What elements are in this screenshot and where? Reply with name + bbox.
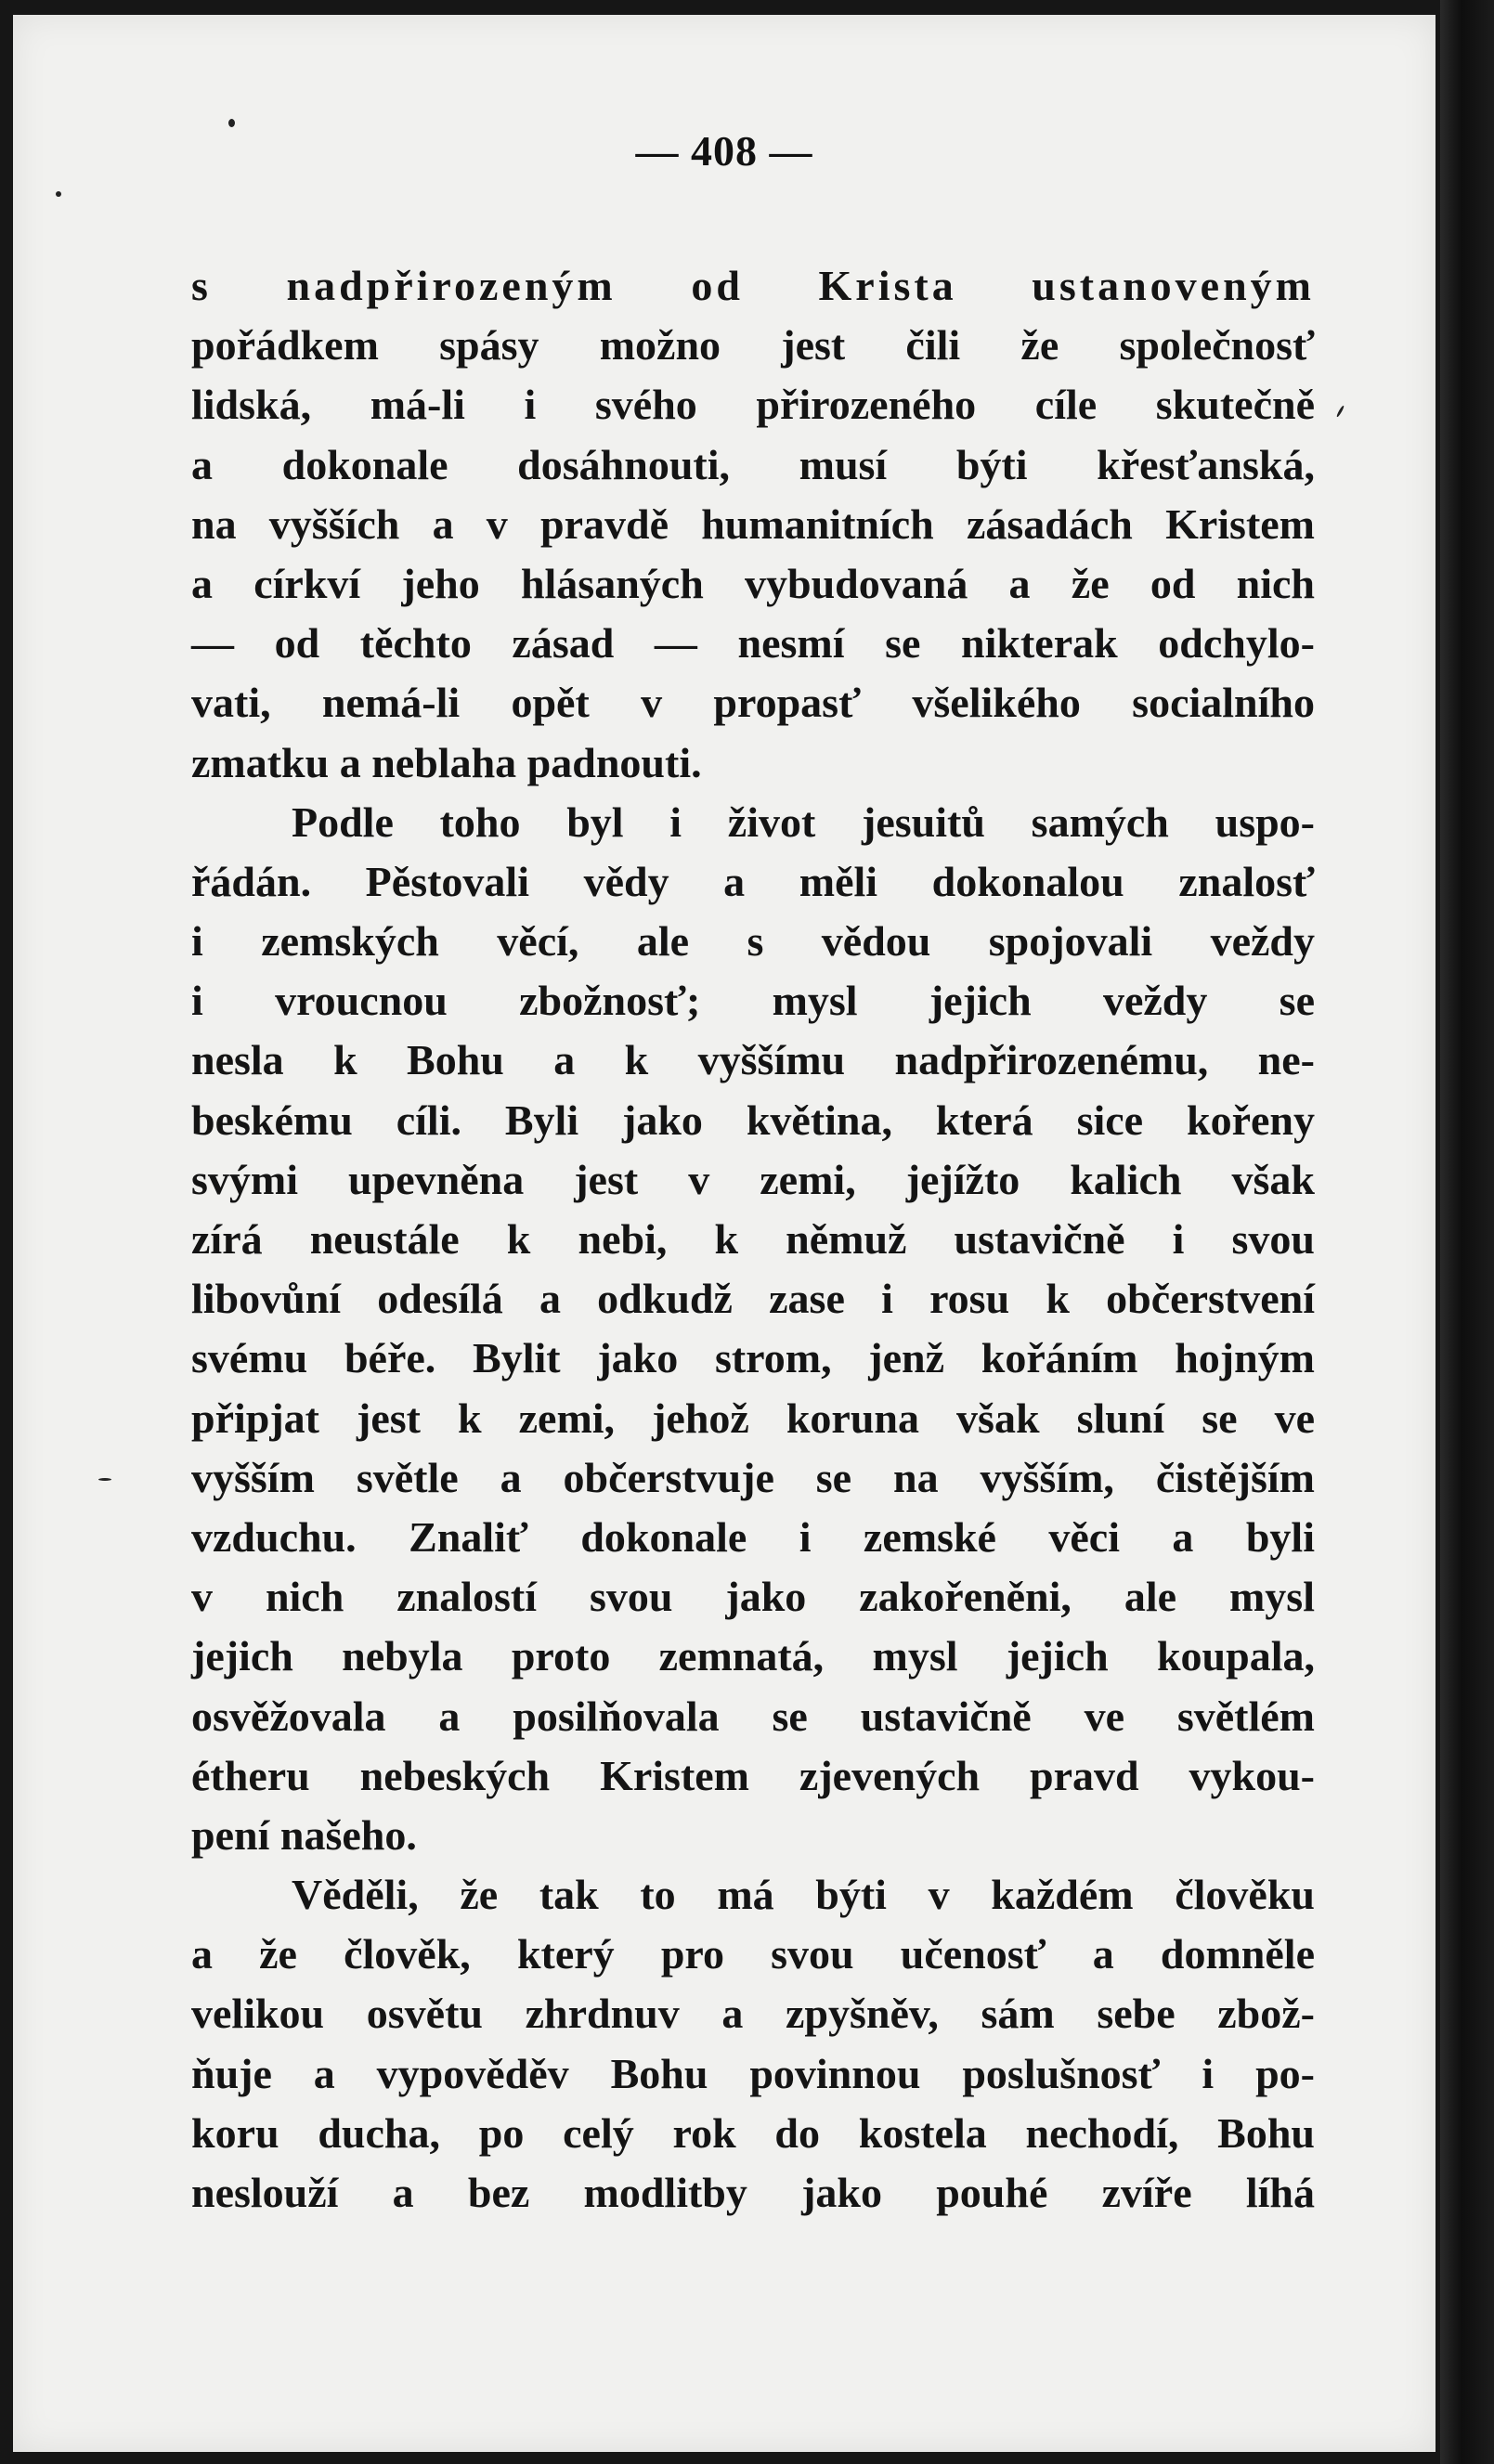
text-line: na vyšších a v pravdě humanitních zásadách Kristem bbox=[191, 499, 1315, 548]
text-line: ňuje a vypověděv Bohu povinnou poslušnosť i po- bbox=[191, 2049, 1315, 2097]
text-line: lidská, má-li i svého přirozeného cíle skutečně bbox=[191, 381, 1315, 429]
scan-speck bbox=[1336, 405, 1345, 418]
book-edge bbox=[1440, 0, 1494, 2464]
text-line: připjat jest k zemi, jehož koruna však sluní se ve bbox=[191, 1394, 1315, 1442]
text-line: étheru nebeských Kristem zjevených pravd vykou- bbox=[191, 1751, 1315, 1799]
text-line: nesla k Bohu a k vyššímu nadpřirozenému, ne- bbox=[191, 1036, 1315, 1084]
text-line: i vroucnou zbožnosť; mysl jejich vežd​y se bbox=[191, 977, 1315, 1025]
text-line: i zemských věcí, ale s vědou spojovali vežd​y bbox=[191, 917, 1315, 966]
text-line: Podle toho byl i život jesuitů samých uspo- bbox=[292, 798, 1315, 846]
text-line: beskému cíli. Byli jako květina, která sice kořeny bbox=[191, 1096, 1315, 1144]
text-line: pořádkem spásy možno jest čili že společnosť bbox=[191, 321, 1315, 370]
text-line: zmatku a neblaha padnouti. bbox=[191, 738, 702, 786]
scan-speck bbox=[56, 191, 61, 197]
text-line: vyšším světle a občerstvuje se na vyšším, čistějším bbox=[191, 1453, 1315, 1501]
text-line: osvěžovala a posilňovala se ustavičně ve světlém bbox=[191, 1692, 1315, 1740]
text-line: Věděli, že tak to má býti v každém člověku bbox=[292, 1871, 1315, 1919]
scan-speck bbox=[98, 1478, 111, 1481]
text-line: a že člověk, který pro svou učenosť a domněle bbox=[191, 1930, 1315, 1978]
text-line: velikou osvětu zhrdnuv a zpyšněv, sám sebe zbož- bbox=[191, 1990, 1315, 2038]
text-line: jejich nebyla proto zemnatá, mysl jejich koupala, bbox=[191, 1632, 1315, 1680]
body-text bbox=[191, 256, 1315, 2223]
scan-speck bbox=[228, 119, 235, 127]
text-line: koru ducha, po celý rok do kostela nechodí, Bohu bbox=[191, 2108, 1315, 2157]
book-page bbox=[13, 15, 1436, 2452]
text-line: — od těchto zásad — nesmí se nikterak odchylo- bbox=[191, 619, 1315, 668]
text-line: vzduchu. Znaliť dokonale i zemské věci a byli bbox=[191, 1512, 1315, 1561]
text-line: pení našeho. bbox=[191, 1810, 417, 1859]
text-line: vati, nemá-li opět v propasť všelikého socialního bbox=[191, 679, 1315, 727]
text-line: a dokonale dosáhnouti, musí býti křesťanská, bbox=[191, 440, 1315, 488]
text-line: v nich znalostí svou jako zakořeněni, ale mysl bbox=[191, 1573, 1315, 1621]
text-line: s nadpřirozeným od Krista ustanoveným bbox=[191, 262, 1315, 309]
text-line: a církví jeho hlásaných vybudovaná a že od nich bbox=[191, 559, 1315, 607]
text-line: svému béře. Bylit jako strom, jenž kořáním hojným bbox=[191, 1334, 1315, 1382]
text-line: řádán. Pěstovali vědy a měli dokonalou znalosť bbox=[191, 857, 1315, 905]
page-number: — 408 — bbox=[635, 127, 813, 175]
text-line: libovůní odesílá a odkudž zase i rosu k občerstvení bbox=[191, 1275, 1315, 1323]
text-line: neslouží a bez modlitby jako pouhé zvíře líhá bbox=[191, 2169, 1315, 2216]
text-line: zírá neustále k nebi, k němuž ustavičně i svou bbox=[191, 1215, 1315, 1263]
text-line: svými upevněna jest v zemi, jejížto kalich však bbox=[191, 1155, 1315, 1203]
